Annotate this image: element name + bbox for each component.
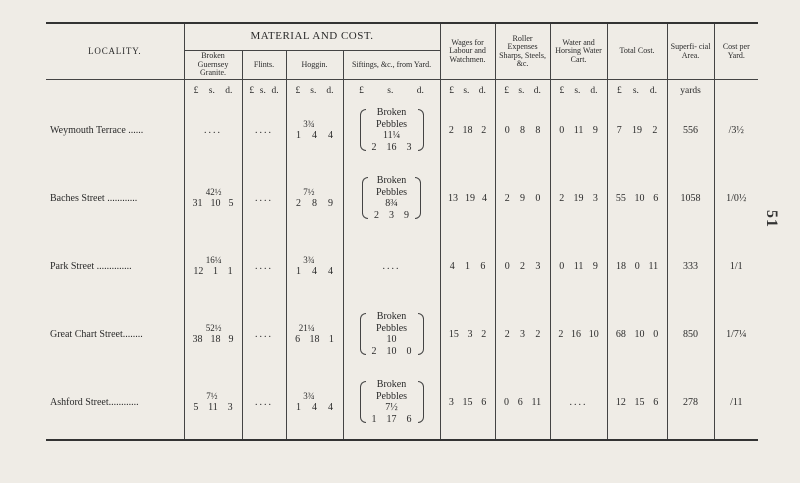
cost-per-yard-cell: 1/0½ bbox=[714, 164, 758, 232]
total-cell: 12 15 6 bbox=[607, 368, 667, 436]
siftings-brace: Broken Pebbles 7½ 1 17 6 bbox=[360, 379, 424, 425]
siftings-brace: Broken Pebbles 10 2 10 0 bbox=[360, 311, 424, 357]
table-row bbox=[46, 164, 758, 232]
siftings-cell: .... bbox=[343, 232, 440, 300]
locality-name: Great Chart Street........ bbox=[46, 300, 184, 368]
area-cell: 333 bbox=[667, 232, 714, 300]
units-row: £ s. d. £ s. d. £ s. d. £ s. d. £ s. d. £ s. d. £ s. d. £ s. d. yards bbox=[46, 80, 758, 97]
hoggin-cell: 7½ 2 8 9 bbox=[286, 164, 343, 232]
flints-cell: .... bbox=[242, 96, 286, 164]
area-cell: 278 bbox=[667, 368, 714, 436]
cost-per-yard-cell: /3½ bbox=[714, 96, 758, 164]
flints-cell: .... bbox=[242, 232, 286, 300]
cost-per-yard-cell: 1/1 bbox=[714, 232, 758, 300]
cost-per-yard-cell: /11 bbox=[714, 368, 758, 436]
water-cell: 2 16 10 bbox=[550, 300, 607, 368]
area-cell: 556 bbox=[667, 96, 714, 164]
header-material-cost: MATERIAL AND COST. bbox=[184, 23, 440, 51]
roller-cell: 0 6 11 bbox=[495, 368, 550, 436]
siftings-brace: Broken Pebbles 11¼ 2 16 3 bbox=[360, 107, 424, 153]
page-number: 51 bbox=[763, 210, 780, 228]
flints-cell: .... bbox=[242, 368, 286, 436]
cost-per-yard-cell: 1/7¼ bbox=[714, 300, 758, 368]
total-cell: 68 10 0 bbox=[607, 300, 667, 368]
header-locality: LOCALITY. bbox=[46, 23, 184, 80]
roller-cell: 0 8 8 bbox=[495, 96, 550, 164]
locality-name: Ashford Street............ bbox=[46, 368, 184, 436]
wages-cell: 13 19 4 bbox=[440, 164, 495, 232]
total-cell: 7 19 2 bbox=[607, 96, 667, 164]
water-cell: 0 11 9 bbox=[550, 96, 607, 164]
granite-cell: 16¼ 12 1 1 bbox=[184, 232, 242, 300]
wages-cell: 15 3 2 bbox=[440, 300, 495, 368]
table-row bbox=[46, 368, 758, 436]
roller-cell: 2 3 2 bbox=[495, 300, 550, 368]
total-cell: 18 0 11 bbox=[607, 232, 667, 300]
table-row bbox=[46, 300, 758, 368]
header-flints: Flints. bbox=[242, 51, 286, 80]
water-cell: 0 11 9 bbox=[550, 232, 607, 300]
wages-cell: 2 18 2 bbox=[440, 96, 495, 164]
header-hoggin: Hoggin. bbox=[286, 51, 343, 80]
granite-cell: 7½ 5 11 3 bbox=[184, 368, 242, 436]
locality-name: Park Street .............. bbox=[46, 232, 184, 300]
siftings-cell bbox=[343, 368, 440, 436]
wages-cell: 4 1 6 bbox=[440, 232, 495, 300]
unit-pound: £ bbox=[193, 86, 199, 96]
unit-shilling: s. bbox=[208, 86, 215, 96]
hoggin-cell: 3¾ 1 4 4 bbox=[286, 368, 343, 436]
locality-name: Baches Street ............ bbox=[46, 164, 184, 232]
area-cell: 1058 bbox=[667, 164, 714, 232]
flints-cell: .... bbox=[242, 164, 286, 232]
roller-cell: 0 2 3 bbox=[495, 232, 550, 300]
granite-cell: .... bbox=[184, 96, 242, 164]
siftings-cell bbox=[343, 96, 440, 164]
header-granite: Broken Guernsey Granite. bbox=[184, 51, 242, 80]
granite-cell: 42½ 31 10 5 bbox=[184, 164, 242, 232]
siftings-cell bbox=[343, 300, 440, 368]
granite-cell: 52½ 38 18 9 bbox=[184, 300, 242, 368]
wages-cell: 3 15 6 bbox=[440, 368, 495, 436]
siftings-cell bbox=[343, 164, 440, 232]
table-row bbox=[46, 232, 758, 300]
water-cell: .... bbox=[550, 368, 607, 436]
header-siftings: Siftings, &c., from Yard. bbox=[343, 51, 440, 80]
header-cost-per-yard: Cost per Yard. bbox=[714, 23, 758, 80]
unit-yards: yards bbox=[667, 80, 714, 97]
unit-pence: d. bbox=[225, 86, 233, 96]
total-cell: 55 10 6 bbox=[607, 164, 667, 232]
water-cell: 2 19 3 bbox=[550, 164, 607, 232]
table-row bbox=[46, 96, 758, 164]
siftings-brace: Broken Pebbles 8¾ 2 3 9 bbox=[362, 175, 421, 221]
hoggin-cell: 3¾ 1 4 4 bbox=[286, 232, 343, 300]
header-total: Total Cost. bbox=[607, 23, 667, 80]
hoggin-cell: 3¾ 1 4 4 bbox=[286, 96, 343, 164]
road-cost-table bbox=[46, 22, 758, 441]
header-wages: Wages for Labour and Watchmen. bbox=[440, 23, 495, 80]
roller-cell: 2 9 0 bbox=[495, 164, 550, 232]
header-area: Superfi- cial Area. bbox=[667, 23, 714, 80]
hoggin-cell: 21¼ 6 18 1 bbox=[286, 300, 343, 368]
header-roller: Roller Expenses Sharps, Steels, &c. bbox=[495, 23, 550, 80]
locality-name: Weymouth Terrace ...... bbox=[46, 96, 184, 164]
area-cell: 850 bbox=[667, 300, 714, 368]
flints-cell: .... bbox=[242, 300, 286, 368]
header-water: Water and Horsing Water Cart. bbox=[550, 23, 607, 80]
